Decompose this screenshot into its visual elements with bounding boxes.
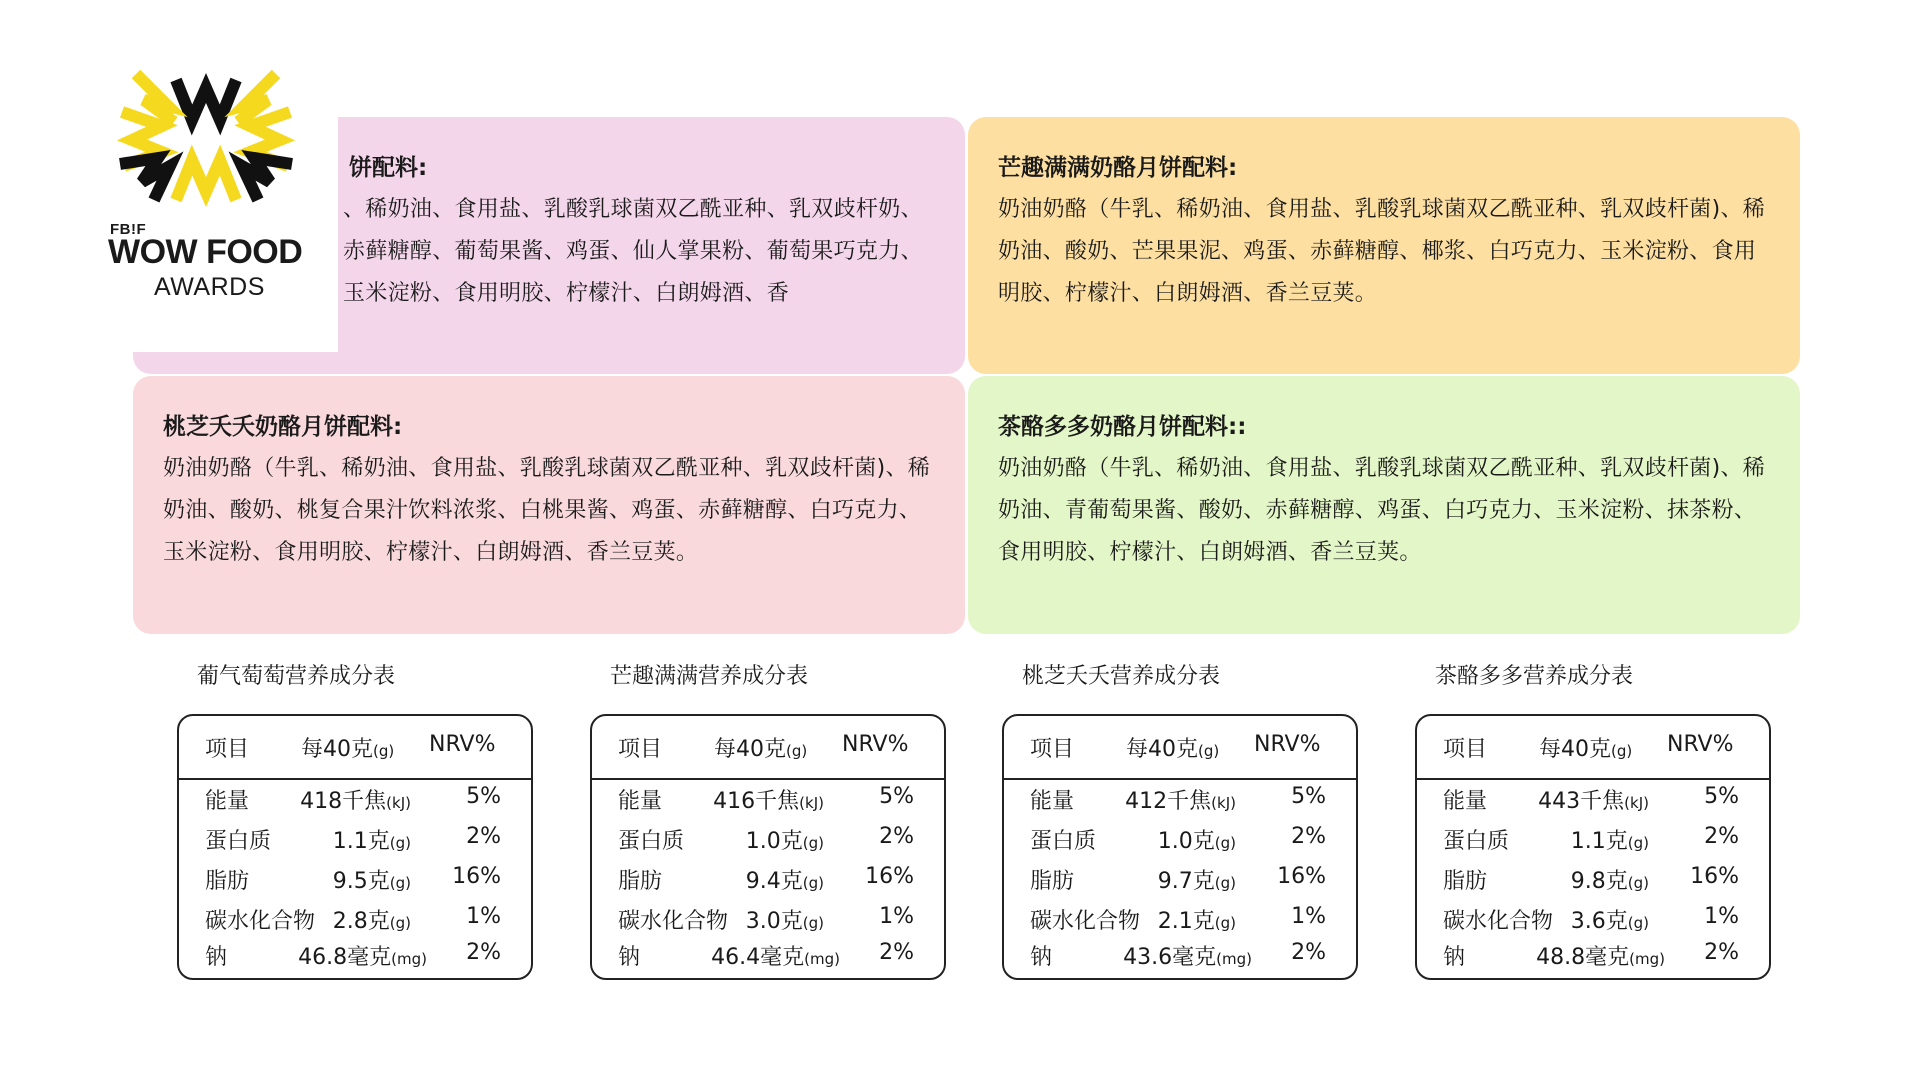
starburst-icon [114,52,320,222]
card-title: 茶酪多多奶酪月饼配料:: [998,414,1247,440]
nutrition-box: 项目 每40克(g) NRV% 能量 418千焦(kJ) 5% 蛋白质 1.1克(g) 2% 脂肪 9.5克(g) 16% 碳水化合物 2.8克(g) 1% 钠 46.8毫克(mg) 2% [177,714,533,980]
card-body: 奶油奶酪（牛乳、稀奶油、食用盐、乳酸乳球菌双乙酰亚种、乳双歧杆菌)、稀奶油、酸奶、芒果果泥、鸡蛋、赤藓糖醇、椰浆、白巧克力、玉米淀粉、食用明胶、柠檬汁、白朗姆酒、香兰豆荚。 [998,197,1766,306]
logo-wow-food-text: WOW FOOD [108,233,303,271]
nutrition-table-grape [177,662,533,980]
card-body: 奶油奶酪（牛乳、稀奶油、食用盐、乳酸乳球菌双乙酰亚种、乳双歧杆菌)、稀奶油、青葡萄果酱、酸奶、赤藓糖醇、鸡蛋、白巧克力、玉米淀粉、抹茶粉、食用明胶、柠檬汁、白朗姆酒、香兰豆荚。 [998,456,1766,565]
header-per: 每40克(g) [714,737,808,762]
header-nrv: NRV% [429,732,496,757]
card-title: 饼配料: [349,155,428,181]
card-title: 桃芝夭夭奶酪月饼配料: [163,414,403,440]
ingredients-card-mango [968,117,1800,374]
nutrition-table-tea [1415,662,1771,980]
nutrition-title: 桃芝夭夭营养成分表 [1022,664,1221,689]
header-item: 项目 [1443,737,1488,762]
ingredients-card-peach [133,376,965,634]
nutrition-title: 葡气萄萄营养成分表 [197,664,396,689]
header-item: 项目 [1030,737,1075,762]
nutrition-box: 项目 每40克(g) NRV% 能量 443千焦(kJ) 5% 蛋白质 1.1克(g) 2% 脂肪 9.8克(g) 16% 碳水化合物 3.6克(g) 1% 钠 48.8毫克(mg) 2% [1415,714,1771,980]
header-per: 每40克(g) [301,737,395,762]
logo-awards-text: AWARDS [154,273,265,301]
nutrition-box: 项目 每40克(g) NRV% 能量 416千焦(kJ) 5% 蛋白质 1.0克(g) 2% 脂肪 9.4克(g) 16% 碳水化合物 3.0克(g) 1% 钠 46.4毫克(mg) 2% [590,714,946,980]
header-per: 每40克(g) [1126,737,1220,762]
nutrition-header [1004,716,1356,780]
logo-fbif-text: FB!F [110,221,147,238]
header-nrv: NRV% [842,732,909,757]
nutrition-header [179,716,531,780]
nutrition-box: 项目 每40克(g) NRV% 能量 412千焦(kJ) 5% 蛋白质 1.0克(g) 2% 脂肪 9.7克(g) 16% 碳水化合物 2.1克(g) 1% 钠 43.6毫克(mg) 2% [1002,714,1358,980]
card-body: 、稀奶油、食用盐、乳酸乳球菌双乙酰亚种、乳双歧杆奶、赤藓糖醇、葡萄果酱、鸡蛋、仙人掌果粉、葡萄果巧克力、玉米淀粉、食用明胶、柠檬汁、白朗姆酒、香 [343,197,923,306]
header-per: 每40克(g) [1539,737,1633,762]
nutrition-title: 芒趣满满营养成分表 [610,664,809,689]
wow-food-awards-logo [96,40,338,352]
header-nrv: NRV% [1667,732,1734,757]
card-title: 芒趣满满奶酪月饼配料: [998,155,1238,181]
nutrition-table-mango [590,662,946,980]
header-item: 项目 [205,737,250,762]
nutrition-table-peach [1002,662,1358,980]
nutrition-header [592,716,944,780]
nutrition-title: 茶酪多多营养成分表 [1435,664,1634,689]
nutrition-header [1417,716,1769,780]
card-body: 奶油奶酪（牛乳、稀奶油、食用盐、乳酸乳球菌双乙酰亚种、乳双歧杆菌)、稀奶油、酸奶、桃复合果汁饮料浓浆、白桃果酱、鸡蛋、赤藓糖醇、白巧克力、玉米淀粉、食用明胶、柠檬汁、白朗姆酒、香兰豆荚。 [163,456,931,565]
ingredients-card-tea [968,376,1800,634]
header-item: 项目 [618,737,663,762]
header-nrv: NRV% [1254,732,1321,757]
